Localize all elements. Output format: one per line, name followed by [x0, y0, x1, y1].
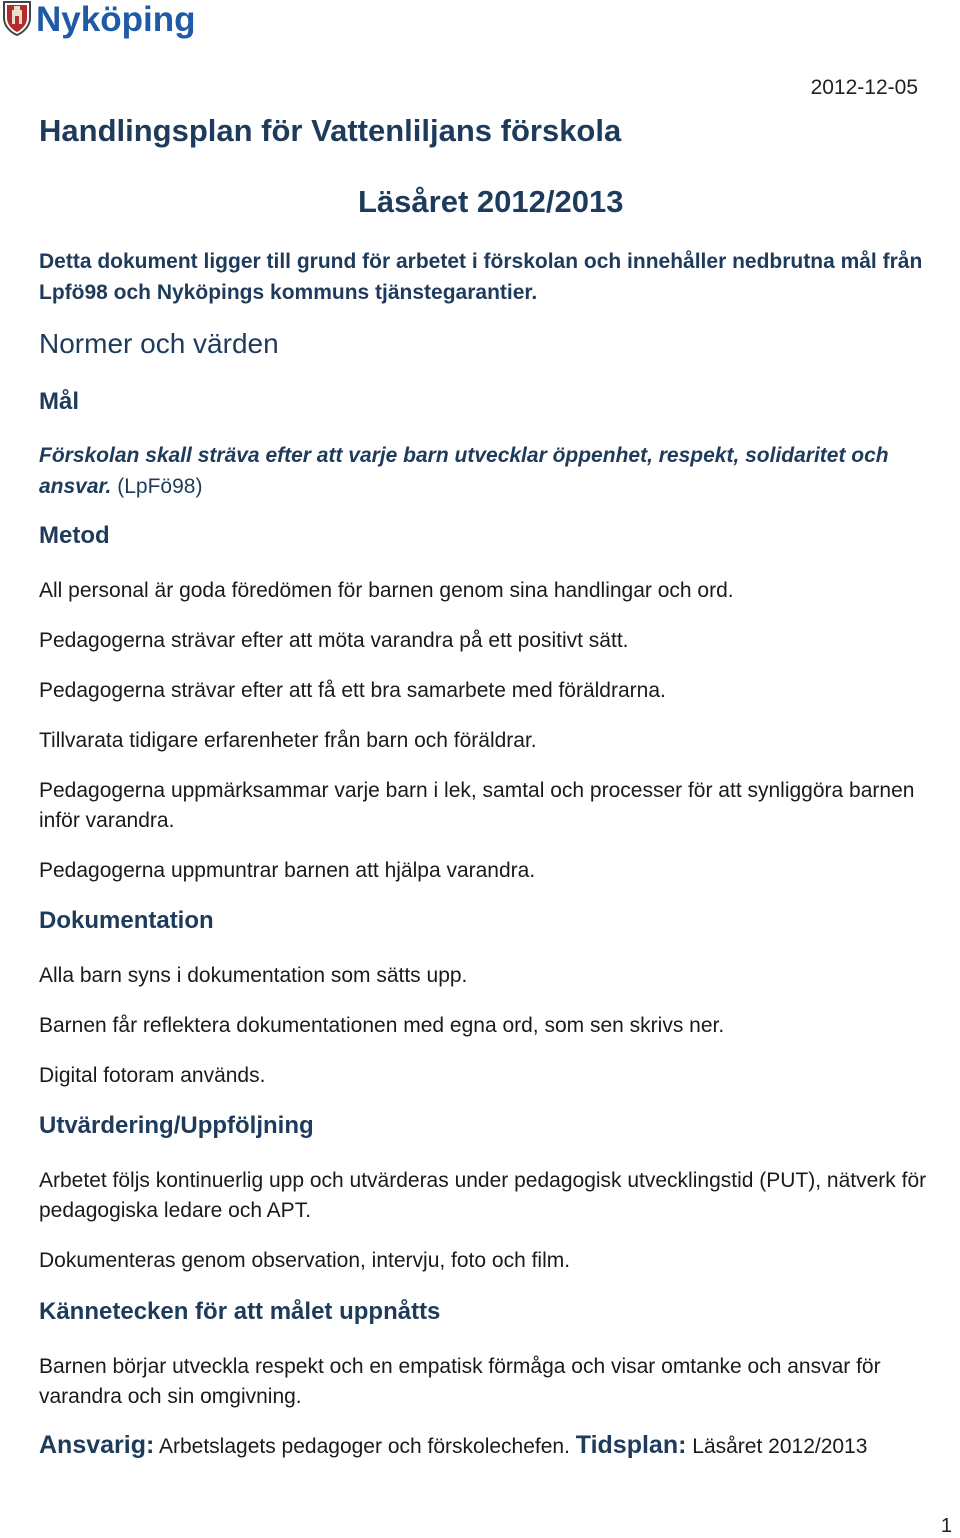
- section-title: Normer och värden: [39, 328, 279, 359]
- document-title: Handlingsplan för Vattenliljans förskola: [39, 113, 622, 148]
- logo-text: Nyköping: [36, 0, 196, 39]
- goal-reference: (LpFö98): [111, 475, 203, 498]
- method-item: Pedagogerna strävar efter att möta varandra på ett positivt sätt.: [39, 629, 629, 652]
- goal-paragraph: [39, 440, 929, 502]
- responsible-label: Ansvarig:: [39, 1431, 155, 1459]
- method-item: Pedagogerna uppmärksammar varje barn i lek, samtal och processer för att synliggöra barnen inför varandra.: [39, 779, 915, 832]
- method-item: Tillvarata tidigare erfarenheter från barn och föräldrar.: [39, 729, 537, 752]
- signs-item: Barnen börjar utveckla respekt och en empatisk förmåga och visar omtanke och ansvar för varandra och sin omgivning.: [39, 1355, 881, 1408]
- responsibility-line: [39, 1431, 867, 1460]
- page-number: 1: [940, 1515, 952, 1537]
- signs-heading: Kännetecken för att målet uppnåtts: [39, 1298, 441, 1325]
- municipality-logo: [2, 0, 195, 40]
- goal-text: Förskolan skall sträva efter att varje barn utvecklar öppenhet, respekt, solidaritet och ansvar.: [39, 444, 889, 498]
- document-date: 2012-12-05: [810, 76, 918, 99]
- documentation-heading: Dokumentation: [39, 907, 214, 934]
- responsible-value: Arbetslagets pedagoger och förskolechefen.: [154, 1435, 576, 1458]
- evaluation-heading: Utvärdering/Uppföljning: [39, 1112, 314, 1139]
- goal-heading: Mål: [39, 388, 80, 415]
- documentation-item: Digital fotoram används.: [39, 1064, 266, 1087]
- method-item: Pedagogerna strävar efter att få ett bra samarbete med föräldrarna.: [39, 679, 666, 702]
- method-heading: Metod: [39, 522, 110, 549]
- timeline-label: Tidsplan:: [575, 1431, 687, 1459]
- evaluation-item: Dokumenteras genom observation, intervju, foto och film.: [39, 1249, 571, 1272]
- timeline-value: Läsåret 2012/2013: [686, 1435, 868, 1458]
- document-subtitle: Läsåret 2012/2013: [358, 184, 624, 219]
- coat-of-arms-icon: [2, 0, 32, 41]
- intro-paragraph: Detta dokument ligger till grund för arbetet i förskolan och innehåller nedbrutna mål från Lpfö98 och Nyköpings kommuns tjänstegarantier.: [39, 250, 923, 304]
- documentation-item: Alla barn syns i dokumentation som sätts upp.: [39, 964, 468, 987]
- documentation-item: Barnen får reflektera dokumentationen med egna ord, som sen skrivs ner.: [39, 1014, 725, 1037]
- evaluation-item: Arbetet följs kontinuerlig upp och utvärderas under pedagogisk utvecklingstid (PUT), nätverk för pedagogiska ledare och APT.: [39, 1169, 927, 1222]
- method-item: Pedagogerna uppmuntrar barnen att hjälpa varandra.: [39, 859, 536, 882]
- method-item: All personal är goda föredömen för barnen genom sina handlingar och ord.: [39, 579, 734, 602]
